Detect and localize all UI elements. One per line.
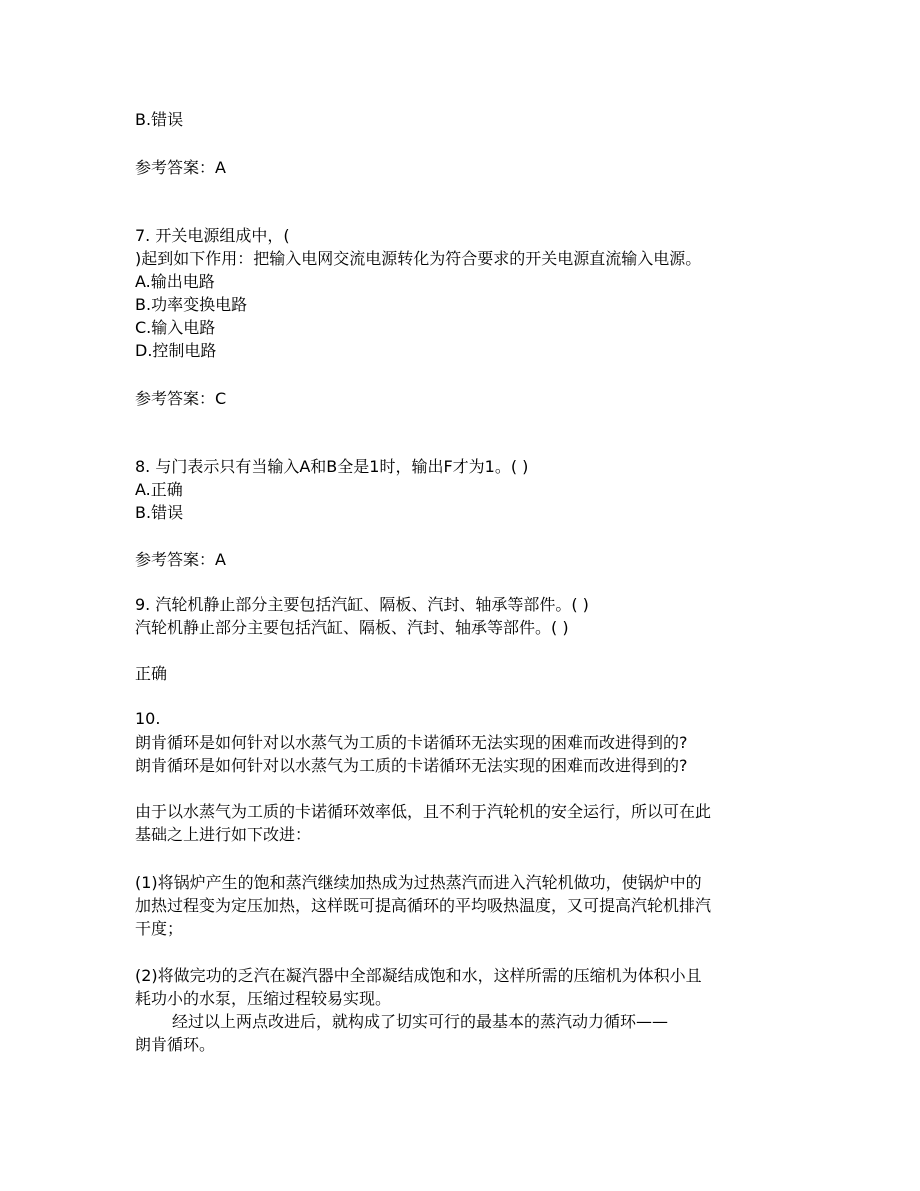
q9-stem-line-2: 汽轮机静止部分主要包括汽缸、隔板、汽封、轴承等部件。( ) — [135, 618, 569, 637]
q10-stem-line-1: 朗肯循环是如何针对以水蒸气为工质的卡诺循环无法实现的困难而改进得到的? — [135, 733, 688, 752]
q10-conclusion-line-2: 朗肯循环。 — [135, 1035, 216, 1054]
q10-point1-line-3: 干度； — [135, 919, 184, 938]
q8-stem: 8. 与门表示只有当输入A和B全是1时，输出F才为1。( ) — [135, 457, 529, 476]
q7-option-c: C.输入电路 — [135, 318, 216, 337]
q8-option-a: A.正确 — [135, 480, 183, 499]
q7-stem-line-2: )起到如下作用：把输入电网交流电源转化为符合要求的开关电源直流输入电源。 — [135, 249, 702, 268]
q10-intro-line-2: 基础之上进行如下改进： — [135, 825, 312, 844]
q10-point2-line-2: 耗功小的水泵，压缩过程较易实现。 — [135, 989, 392, 1008]
q7-answer: 参考答案：C — [135, 389, 227, 408]
q10-point1-line-1: (1)将锅炉产生的饱和蒸汽继续加热成为过热蒸汽而进入汽轮机做功，使锅炉中的 — [135, 873, 702, 892]
q10-stem-line-2: 朗肯循环是如何针对以水蒸气为工质的卡诺循环无法实现的困难而改进得到的? — [135, 756, 688, 775]
q7-option-d: D.控制电路 — [135, 341, 217, 360]
q10-point1-line-2: 加热过程变为定压加热，这样既可提高循环的平均吸热温度，又可提高汽轮机排汽 — [135, 896, 712, 915]
q6-answer: 参考答案：A — [135, 158, 226, 177]
q8-option-b: B.错误 — [135, 503, 184, 522]
q10-intro-line-1: 由于以水蒸气为工质的卡诺循环效率低，且不利于汽轮机的安全运行，所以可在此 — [135, 802, 712, 821]
q9-stem-line-1: 9. 汽轮机静止部分主要包括汽缸、隔板、汽封、轴承等部件。( ) — [135, 595, 589, 614]
q7-option-a: A.输出电路 — [135, 272, 215, 291]
q7-stem-line-1: 7. 开关电源组成中，( — [135, 226, 290, 245]
q9-answer: 正确 — [135, 664, 168, 683]
q8-answer: 参考答案：A — [135, 550, 226, 569]
q7-option-b: B.功率变换电路 — [135, 295, 248, 314]
q6-option-b: B.错误 — [135, 110, 184, 129]
q10-conclusion-line-1: 经过以上两点改进后，就构成了切实可行的最基本的蒸汽动力循环—— — [172, 1012, 669, 1031]
q10-point2-line-1: (2)将做完功的乏汽在凝汽器中全部凝结成饱和水，这样所需的压缩机为体积小且 — [135, 966, 702, 985]
q10-number: 10. — [135, 709, 161, 728]
